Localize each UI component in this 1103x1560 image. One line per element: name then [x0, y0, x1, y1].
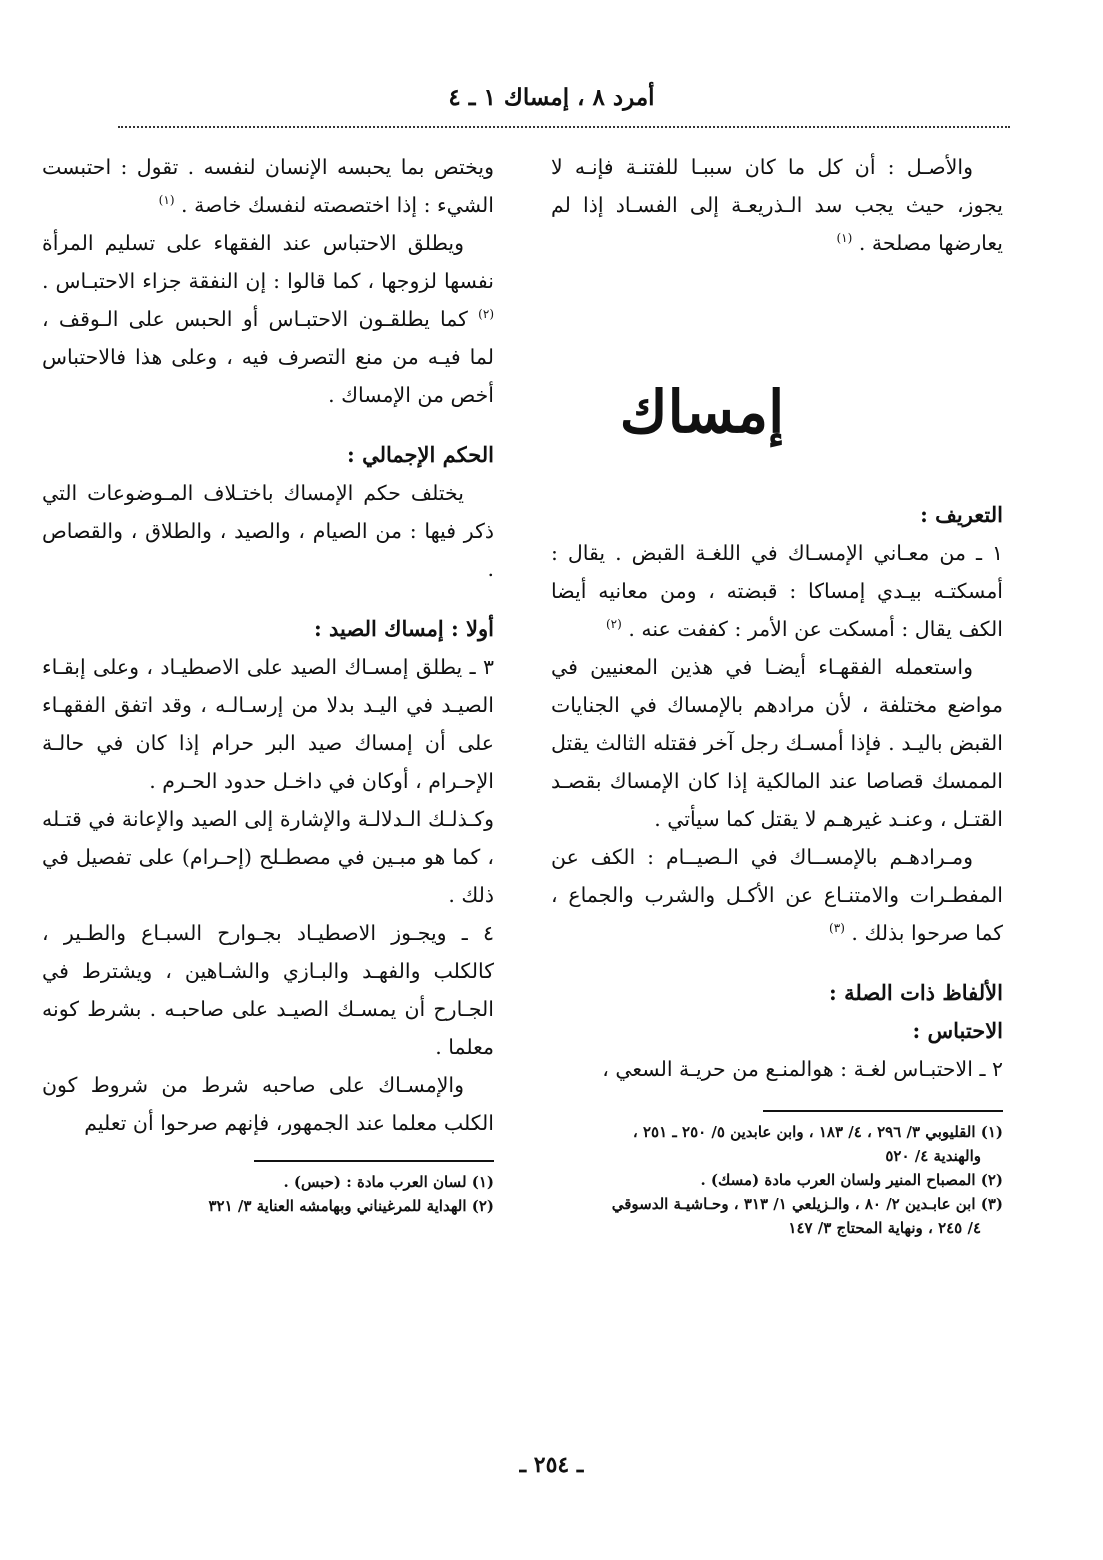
intro-paragraph: والأصـل : أن كل ما كان سببـا للفتنـة فإنـه لا يجوز، حيث يجب سد الـذريعـة إلى الفسـاد إذا لم يعارضها مصلحة . $^{(١)}$ — [551, 155, 1003, 255]
trained-dog-paragraph: والإمسـاك على صاحبه شرط من شروط كون الكلب معلما عند الجمهور، فإنهم صرحوا أن تعليم — [42, 1073, 494, 1135]
ihtibas-subheading: الاحتباس : — [912, 1018, 1003, 1043]
wife-custody-paragraph: ويطلق الاحتباس عند الفقهاء على تسليم المرأة نفسها لزوجها ، كما قالوا : إن النفقة جزاء الاحتبـاس . $^{(٢)}$ كما يطلقـون الاحتبـاس أو الحبس على الـوقف ، لما فيـه من منع التصرف فيه ، وعلى هذا فالاحتباس أخص من الإمساك . — [42, 231, 494, 407]
right-column — [551, 148, 1003, 1240]
footnote-ref: (١) — [836, 231, 853, 246]
footnote-1: (١) القليوبي ٣/ ٢٩٦ ، ٤/ ١٨٣ ، وابن عابدين ٥/ ٢٥٠ ـ ٢٥١ ، — [632, 1123, 1003, 1141]
footnote-ref: (٢) — [478, 307, 494, 322]
footnote-ref: (٣) — [829, 921, 845, 936]
footnote-2: (٢) الهداية للمرغيناني وبهامشه العناية ٣/ ٣٢١ — [208, 1197, 494, 1215]
footnote-ref: (١) — [158, 193, 175, 208]
fasting-paragraph: ومـرادهـم بالإمســاك في الـصيــام : الكف عن المفطـرات والامتنـاع عن الأكـل والشرب والجماع ، كما صرحوا بذلك . $^{(٣)}$ — [551, 845, 1003, 945]
ihtibas-paragraph: ٢ ـ الاحتبـاس لغـة : هوالمنـع من حريـة السعي ، — [602, 1057, 1003, 1081]
page-number: ـ ٢٥٤ ـ — [519, 1452, 584, 1478]
definition-paragraph: ١ ـ من معـاني الإمسـاك في اللغـة القبض . يقال : أمسكتـه بيـدي إمساكا : قبضته ، ومن معانيه أيضا الكف يقال : أمسكت عن الأمر : كففت عنه . $^{(٢)}$ — [551, 541, 1003, 641]
hunting-paragraph-4: ٤ ـ ويجـوز الاصطيـاد بجـوارح السبـاع والطـير ، كالكلب والفهـد والبـازي والشـاهين ، ويشترط في الجـارح أن يمسـك الصيـد على صاحبـه . بشرط كونه معلما . — [42, 921, 494, 1059]
footnote-1-cont: والهندية ٤/ ٥٢٠ — [885, 1147, 981, 1165]
header-dotted-rule — [118, 126, 1010, 128]
running-head: أمرد ٨ ، إمساك ١ ـ ٤ — [448, 84, 655, 111]
hunting-heading: أولا : إمساك الصيد : — [313, 616, 494, 641]
related-terms-heading: الألفاظ ذات الصلة : — [829, 980, 1003, 1005]
footnote-2: (٢) المصباح المنير ولسان العرب مادة (مسك) . — [700, 1171, 1003, 1189]
footnote-3-cont: ٤/ ٢٤٥ ، ونهاية المحتاج ٣/ ١٤٧ — [788, 1219, 981, 1237]
footnote-ref: (٢) — [605, 617, 622, 632]
footnote-rule — [254, 1160, 494, 1162]
definition-heading: التعريف : — [920, 502, 1003, 527]
indication-paragraph: وكـذلـك الـدلالـة والإشارة إلى الصيد والإعانة في قتـله ، كما هو مبـين في مصطـلح (إحـرام) على تفصيل في ذلك . — [42, 807, 494, 907]
footnote-1: (١) لسان العرب مادة : (حبس) . — [283, 1173, 494, 1191]
jurists-usage-paragraph: واستعمله الفقهـاء أيضـا في هذين المعنيين في مواضع مختلفة ، لأن مرادهم بالإمساك في الجنايات القبض باليـد . فإذا أمسـك رجل آخر فقتله الثالث يقتل الممسك قصاصا عند المالكية إذا كان الإمساك بقصـد القتـل ، وعنـد غيرهـم لا يقتل كما سيأتي . — [551, 655, 1003, 831]
entry-title: إمساك — [619, 378, 785, 446]
general-ruling-paragraph: يختلف حكم الإمساك باختـلاف المـوضوعات التي ذكر فيها : من الصيام ، والصيد ، والطلاق ، والقصاص . — [42, 481, 494, 581]
ihtibas-continued-paragraph: ويختص بما يحبسه الإنسان لنفسه . تقول : احتبست الشيء : إذا اختصصته لنفسك خاصة . $^{(١)}$ — [42, 155, 494, 217]
footnote-rule — [763, 1110, 1003, 1112]
left-column — [42, 148, 494, 1218]
hunting-paragraph-3: ٣ ـ يطلق إمسـاك الصيد على الاصطيـاد ، وعلى إبقـاء الصيـد في اليـد بدلا من إرسـالـه ، وقد اتفق الفقهـاء على أن إمساك صيد البر حرام إذا كان في حالـة الإحـرام ، أوكان في داخـل حدود الحـرم . — [42, 655, 494, 793]
general-ruling-heading: الحكم الإجمالي : — [347, 442, 494, 467]
footnote-3: (٣) ابن عابـدين ٢/ ٨٠ ، والـزيلعي ١/ ٣١٣ ، وحـاشيـة الدسوقي — [611, 1195, 1003, 1213]
